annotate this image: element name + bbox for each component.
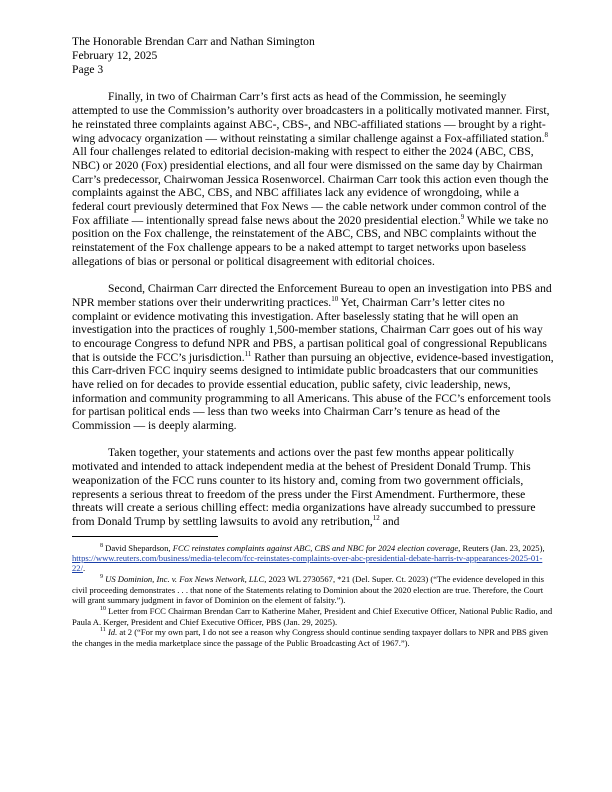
footnote-number: 8 [100,542,103,549]
date-line: February 12, 2025 [72,48,158,62]
paragraph-text: Second, Chairman Carr directed the Enforcement Bureau to open an investigation into PBS and NPR member stations over their underwriting practices. [72,282,552,309]
footnote-8 [72,543,554,574]
footnote-text: , Reuters (Jan. 23, 2025), [458,542,545,553]
footnote-11 [72,627,554,648]
id-citation: Id. [107,627,118,638]
footnote-number: 11 [100,627,106,634]
footnote-number: 9 [100,574,103,581]
paragraph-text: Taken together, your statements and actions over the past few months appear politically motivated and intended to attack independent media at the behest of President Donald Trump. This weaponization of the FCC runs counter to its history and, coming from two government officials, represents a serious threat to freedom of the press under the First Amendment. Furthermore, these threats will create a serious chilling effect: media organizations have already succumbed to pressure from Donald Trump by settling lawsuits to avoid any retribution, [72,446,536,528]
footnote-separator [72,536,218,537]
paragraph-npr-pbs [72,282,554,433]
reuters-link[interactable]: https://www.reuters.com/business/media-telecom/fcc-reinstates-complaints-over-abc-presidential-debate-harris-tv-appearances-2025-01-22/ [72,553,543,574]
recipients-line: The Honorable Brendan Carr and Nathan Simington [72,35,315,48]
footnote-ref-8: 8 [544,130,549,139]
paragraph-taken-together [72,446,554,528]
footnote-9 [72,574,554,605]
footnotes [72,543,554,649]
footnote-ref-12: 12 [372,514,380,523]
paragraph-text: Yet, Chairman Carr’s letter cites no complaint or evidence motivating this investigation. After baselessly stating that he will open an investigation into the practices of roughly 1,500-member stations, Chairman Carr goes out of his way to encourage Congress to defund NPR and PBS, a partisan political goal of congressional Republicans that is outside the FCC’s jurisdiction. [72,295,547,364]
paragraph-text: Rather than pursuing an objective, evidence-based investigation, this Carr-driven FCC inquiry seems designed to intimidate public broadcasters that our communities have relied on for decades to provide essential education, public safety, civic leadership, news, information and community programming to all Americans. This abuse of the FCC’s enforcement tools for partisan political ends — less than two weeks into Chairman Carr’s tenure as head of the Commission — is deeply alarming. [72,350,554,433]
page-number: Page 3 [72,62,104,76]
footnote-text: Letter from FCC Chairman Brendan Carr to Katherine Maher, President and Chief Executive Officer, National Public Radio, and Paula A. Kerger, President and Chief Executive Officer, PBS (Jan. 29, 2025). [72,606,553,627]
footnote-text: David Shepardson, [105,542,173,553]
paragraph-text: Finally, in two of Chairman Carr’s first acts as head of the Commission, he seemingly attempted to use the Commission’s authority over broadcasters in a politically motivated manner. First, he reinstated three complaints against ABC-, CBS-, and NBC-affiliated stations — brought by a right-wing advocacy organization — without reinstating a similar challenge against a Fox-affiliated station. [72,90,550,145]
footnote-text: at 2 (“For my own part, I do not see a reason why Congress should continue sending taxpayer dollars to NPR and PBS given the changes in the media marketplace since the passage of the Public Broadcasting Act of 1967.”). [72,627,549,648]
article-title: FCC reinstates complaints against ABC, CBS and NBC for 2024 election coverage [172,542,459,553]
footnote-text: . [82,563,86,574]
paragraph-text: While we take no position on the Fox challenge, the reinstatement of the ABC, CBS, and NBC complaints without the reinstatement of the Fox challenge appears to be a naked attempt to target networks upon baseless allegations of bias or personal or political disagreement with editorial choices. [72,213,549,268]
footnote-number: 10 [100,606,106,613]
paragraph-fcc-complaints [72,90,554,268]
footnote-text: , 2023 WL 2730567, *21 (Del. Super. Ct. 2023) (“The evidence developed in this civil proceeding demonstrates . . . that none of the Statements relating to Dominion about the 2020 election are true. Therefore, the Court will grant summary judgment in favor of Dominion on the element of falsity.”). [72,574,544,606]
footnote-ref-10: 10 [331,294,339,303]
letter-header [72,35,554,76]
paragraph-text: All four challenges related to editorial decision-making with respect to either the 2024 (ABC, CBS, NBC) or 2020 (Fox) presidential elections, and all four were dismissed on the same day by Chairman Carr’s predecessor, Chairwoman Jessica Rosenworcel. Chairman Carr took this action even though the complaints against the ABC, CBS, and NBC affiliates lack any evidence of wrongdoing, while a federal court previously determined that Fox News — the cable network under common control of the Fox affiliate — intentionally spread false news about the 2020 presidential election. [72,145,549,227]
footnote-ref-11: 11 [244,349,252,358]
paragraph-text: and [379,514,400,528]
footnote-ref-9: 9 [460,212,465,221]
case-title: US Dominion, Inc. v. Fox News Network, LLC [105,574,265,585]
footnote-10 [72,606,554,627]
